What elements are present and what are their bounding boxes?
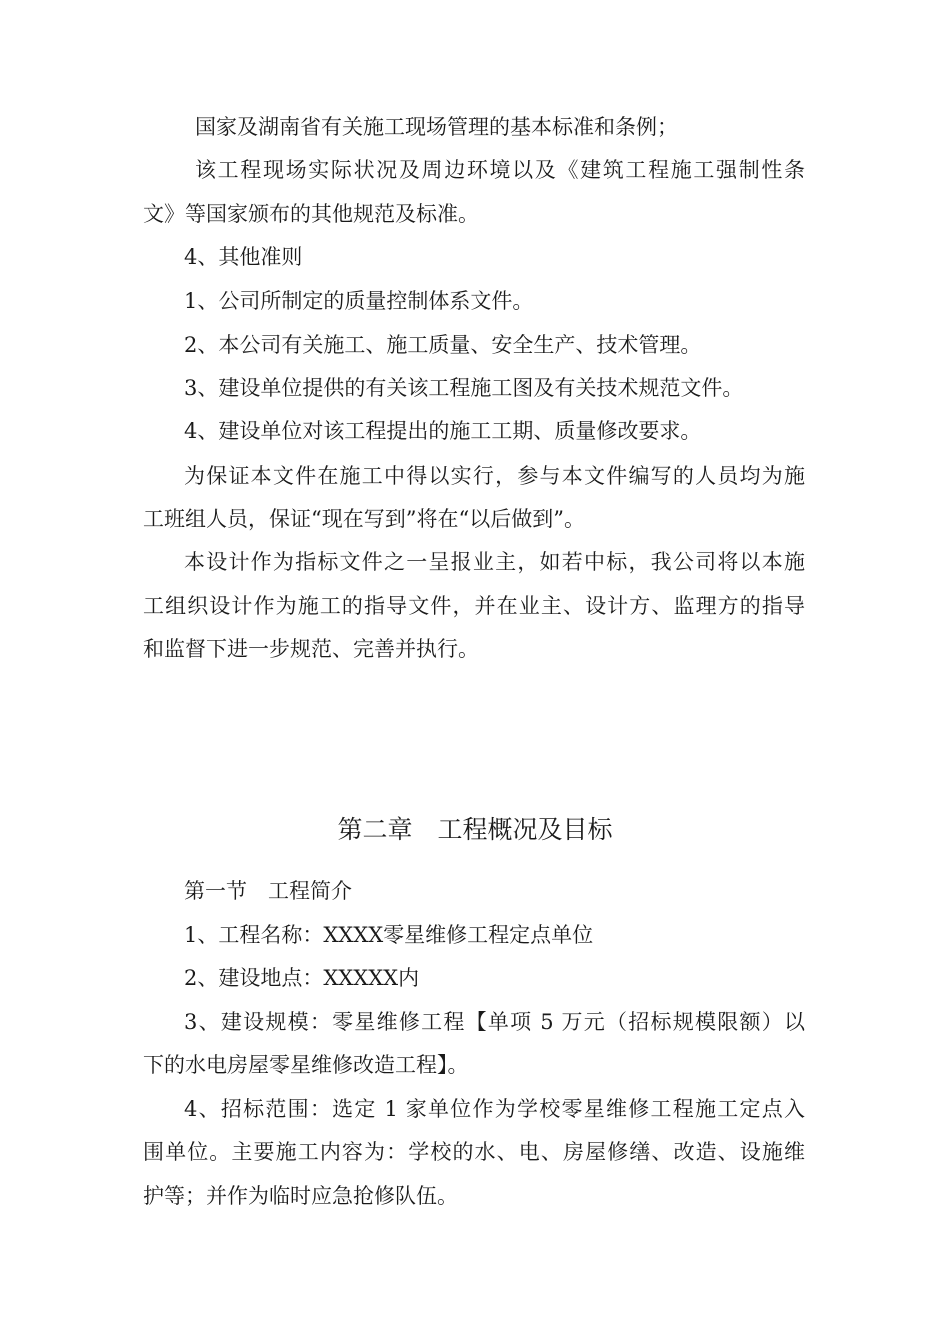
list-item: 4、建设单位对该工程提出的施工工期、质量修改要求。 [184,419,702,443]
paragraph-line: 为保证本文件在施工中得以实行，参与本文件编写的人员均为施 [184,464,805,488]
list-item: 4、招标范围：选定 1 家单位作为学校零星维修工程施工定点入 [184,1097,805,1121]
paragraph-line: 下的水电房屋零星维修改造工程】。 [143,1053,469,1077]
paragraph-line: 护等；并作为临时应急抢修队伍。 [143,1184,458,1208]
list-item: 2、建设地点：XXXXX内 [184,966,420,990]
paragraph-line: 本设计作为指标文件之一呈报业主，如若中标，我公司将以本施 [184,550,805,574]
list-item: 2、本公司有关施工、施工质量、安全生产、技术管理。 [184,333,702,357]
paragraph-line: 文》等国家颁布的其他规范及标准。 [143,202,479,226]
paragraph-line: 工班组人员，保证“现在写到”将在“以后做到”。 [143,507,585,531]
list-item: 1、公司所制定的质量控制体系文件。 [184,289,534,313]
list-item: 1、工程名称：XXXX零星维修工程定点单位 [184,923,594,947]
paragraph-line: 围单位。主要施工内容为：学校的水、电、房屋修缮、改造、设施维 [143,1140,805,1164]
paragraph-line: 和监督下进一步规范、完善并执行。 [143,637,479,661]
section-heading: 4、其他准则 [184,245,303,269]
paragraph-line: 国家及湖南省有关施工现场管理的基本标准和条例； [195,115,678,139]
list-item: 3、建设规模：零星维修工程【单项 5 万元（招标规模限额）以 [184,1010,805,1034]
paragraph-line: 该工程现场实际状况及周边环境以及《建筑工程施工强制性条 [195,158,805,182]
list-item: 3、建设单位提供的有关该工程施工图及有关技术规范文件。 [184,376,744,400]
section-heading: 第一节 工程简介 [184,879,352,903]
paragraph-line: 工组织设计作为施工的指导文件，并在业主、设计方、监理方的指导 [143,594,805,618]
chapter-title: 第二章 工程概况及目标 [337,815,613,844]
